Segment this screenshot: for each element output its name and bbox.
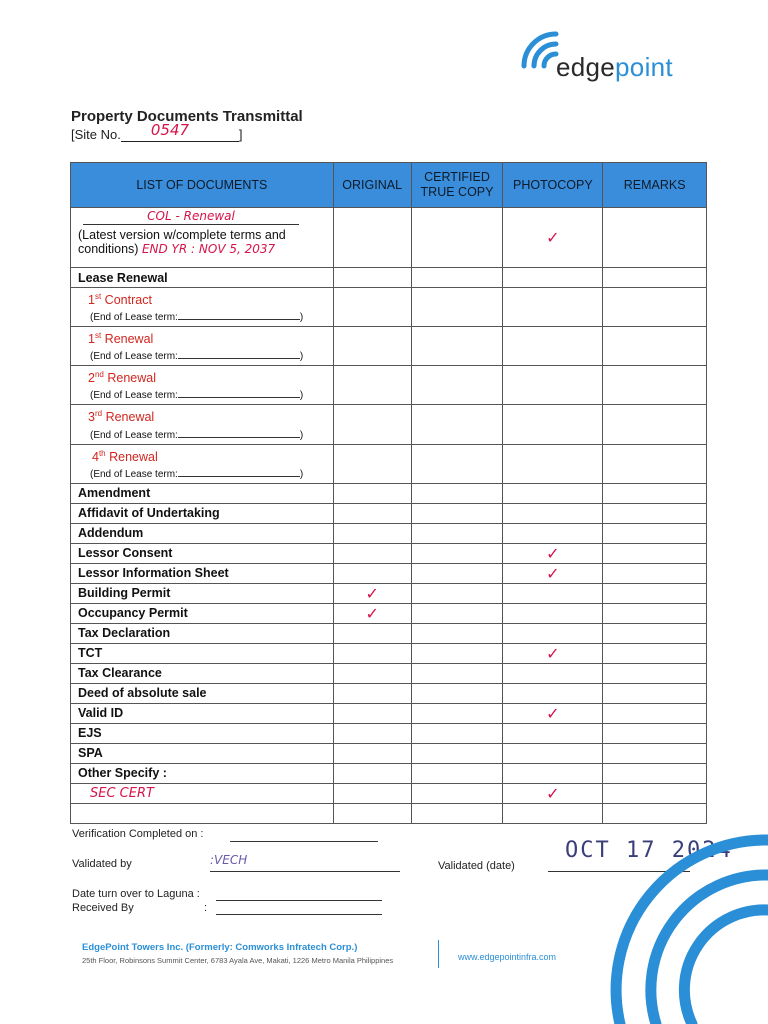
renewal-label: Renewal <box>109 449 158 464</box>
turnover-line <box>216 899 382 901</box>
cell-original <box>333 783 411 803</box>
cell-certified <box>411 563 503 583</box>
cell-original <box>333 543 411 563</box>
table-row <box>71 763 707 783</box>
end-of-lease-field <box>178 466 300 477</box>
cell-original <box>333 268 411 288</box>
renewal-title <box>78 405 333 426</box>
page-title: Property Documents Transmittal <box>71 108 303 125</box>
checkmark-icon: ✓ <box>546 643 560 663</box>
cell-remarks <box>603 444 707 483</box>
renewal-cell <box>71 444 334 483</box>
cell-remarks <box>603 366 707 405</box>
table-row <box>71 783 707 803</box>
cell-remarks <box>603 723 707 743</box>
table-row <box>71 743 707 763</box>
cell-remarks <box>603 268 707 288</box>
received-label: Received By <box>72 902 134 914</box>
cell-certified <box>411 483 503 503</box>
document-label: Deed of absolute sale <box>71 683 334 703</box>
table-row <box>71 483 707 503</box>
header-original: ORIGINAL <box>333 163 411 208</box>
end-of-lease-line <box>78 387 333 404</box>
table-row <box>71 663 707 683</box>
cell-original <box>333 763 411 783</box>
document-label: Occupancy Permit <box>71 603 334 623</box>
checkmark-icon: ✓ <box>546 563 560 583</box>
cell-original <box>333 803 411 823</box>
cell-photocopy <box>503 743 603 763</box>
end-of-lease-close: ) <box>299 390 304 402</box>
document-label: Tax Clearance <box>71 663 334 683</box>
cell-remarks <box>603 683 707 703</box>
verification-line <box>230 840 378 842</box>
cell-original <box>333 703 411 723</box>
cell-photocopy <box>503 543 603 563</box>
renewal-number: 1 <box>88 332 95 347</box>
received-colon: : <box>204 902 208 914</box>
cell-original <box>333 643 411 663</box>
cell-remarks <box>603 623 707 643</box>
checkmark-icon: ✓ <box>546 543 560 563</box>
cell-photocopy <box>503 208 603 268</box>
decorative-arcs-icon <box>590 830 768 1024</box>
renewal-title <box>78 327 333 348</box>
cell-certified <box>411 366 503 405</box>
cell-remarks <box>603 663 707 683</box>
document-label: Lessor Consent <box>71 543 334 563</box>
cell-original <box>333 523 411 543</box>
table-row <box>71 268 707 288</box>
cell-certified <box>411 623 503 643</box>
renewal-label: Renewal <box>104 332 154 347</box>
table-row <box>71 703 707 723</box>
cell-remarks <box>603 483 707 503</box>
table-row <box>71 803 707 823</box>
other-specify-value <box>71 783 334 803</box>
cell-original <box>333 583 411 603</box>
first-doc-end-year: END YR : NOV 5, 2037 <box>141 242 276 256</box>
other-handwritten: SEC CERT <box>90 785 154 801</box>
table-row <box>71 327 707 366</box>
cell-photocopy <box>503 703 603 723</box>
site-number-field <box>121 121 239 142</box>
end-of-lease-line <box>78 466 333 483</box>
table-row <box>71 405 707 444</box>
renewal-title <box>78 445 333 466</box>
cell-certified <box>411 288 503 327</box>
company-address: 25th Floor, Robinsons Summit Center, 6783 Ayala Ave, Makati, 1226 Metro Manila Philippines <box>82 956 394 965</box>
site-close: ] <box>238 127 243 142</box>
table-row <box>71 643 707 663</box>
table-row <box>71 563 707 583</box>
cell-certified <box>411 543 503 563</box>
table-row <box>71 723 707 743</box>
cell-original <box>333 663 411 683</box>
cell-certified <box>411 763 503 783</box>
logo-text-suffix: point <box>615 52 673 82</box>
renewal-suffix: th <box>98 448 106 458</box>
cell-original <box>333 444 411 483</box>
renewal-label: Renewal <box>107 371 156 386</box>
end-of-lease-field <box>178 387 300 398</box>
cell-certified <box>411 444 503 483</box>
verification-label: Verification Completed on : <box>72 828 204 840</box>
renewal-cell <box>71 366 334 405</box>
checkmark-icon: ✓ <box>365 583 379 603</box>
cell-certified <box>411 268 503 288</box>
lease-renewal-label: Lease Renewal <box>71 268 334 288</box>
cell-original <box>333 563 411 583</box>
site-label: [Site No. <box>71 127 121 142</box>
cell-photocopy <box>503 643 603 663</box>
cell-certified <box>411 743 503 763</box>
header-certified-line2: TRUE COPY <box>420 185 494 199</box>
validated-by-line <box>210 870 400 872</box>
cell-remarks <box>603 743 707 763</box>
document-label: Lessor Information Sheet <box>71 563 334 583</box>
received-line <box>216 913 382 915</box>
document-label: Building Permit <box>71 583 334 603</box>
cell-remarks <box>603 603 707 623</box>
cell-remarks <box>603 763 707 783</box>
table-row <box>71 623 707 643</box>
cell-certified <box>411 643 503 663</box>
cell-photocopy <box>503 663 603 683</box>
date-stamp: OCT 17 2024 <box>565 838 733 863</box>
cell-remarks <box>603 503 707 523</box>
renewal-cell <box>71 288 334 327</box>
cell-photocopy <box>503 366 603 405</box>
end-of-lease-field <box>178 309 300 320</box>
cell-remarks <box>603 783 707 803</box>
cell-original <box>333 743 411 763</box>
cell-certified <box>411 523 503 543</box>
cell-photocopy <box>503 327 603 366</box>
checkmark-icon: ✓ <box>365 603 379 623</box>
cell-original <box>333 483 411 503</box>
cell-photocopy <box>503 483 603 503</box>
checkmark-icon: ✓ <box>546 228 560 247</box>
end-of-lease-line <box>78 427 333 444</box>
first-doc-line1: (Latest version w/complete terms and <box>78 228 286 242</box>
checkmark-icon: ✓ <box>546 783 560 803</box>
cell-photocopy <box>503 563 603 583</box>
document-label: Other Specify : <box>71 763 334 783</box>
cell-remarks <box>603 543 707 563</box>
cell-original <box>333 405 411 444</box>
cell-photocopy <box>503 623 603 643</box>
document-label: SPA <box>71 743 334 763</box>
renewal-title <box>78 288 333 309</box>
cell-remarks <box>603 327 707 366</box>
end-of-lease-label: (End of Lease term: <box>90 351 178 363</box>
end-of-lease-close: ) <box>299 468 304 480</box>
document-rows <box>71 483 707 783</box>
cell-photocopy <box>503 723 603 743</box>
document-label: TCT <box>71 643 334 663</box>
cell-original <box>333 327 411 366</box>
site-number-value: 0547 <box>150 121 190 139</box>
renewal-suffix: rd <box>94 409 103 419</box>
cell-remarks <box>603 803 707 823</box>
first-doc-handwritten: COL - Renewal <box>147 209 235 223</box>
table-row <box>71 503 707 523</box>
renewal-suffix: st <box>94 292 102 301</box>
header-certified <box>411 163 503 208</box>
empty-cell <box>71 803 334 823</box>
end-of-lease-close: ) <box>299 429 304 441</box>
renewal-number: 3 <box>88 410 95 425</box>
cell-original <box>333 503 411 523</box>
end-of-lease-close: ) <box>299 312 304 324</box>
renewal-number: 2 <box>88 371 95 386</box>
table-header-row <box>71 163 707 208</box>
cell-remarks <box>603 583 707 603</box>
cell-certified <box>411 583 503 603</box>
cell-certified <box>411 803 503 823</box>
cell-certified <box>411 208 503 268</box>
cell-certified <box>411 783 503 803</box>
cell-remarks <box>603 208 707 268</box>
renewal-number: 1 <box>88 293 95 308</box>
document-label: EJS <box>71 723 334 743</box>
first-doc-cell <box>71 208 334 268</box>
table-row <box>71 366 707 405</box>
cell-photocopy <box>503 583 603 603</box>
cell-certified <box>411 503 503 523</box>
cell-photocopy <box>503 603 603 623</box>
end-of-lease-label: (End of Lease term: <box>90 390 178 402</box>
header-photocopy: PHOTOCOPY <box>503 163 603 208</box>
cell-remarks <box>603 563 707 583</box>
company-name: EdgePoint Towers Inc. (Formerly: Comworks Infratech Corp.) <box>82 942 358 953</box>
cell-photocopy <box>503 405 603 444</box>
cell-photocopy <box>503 444 603 483</box>
validated-date-label: Validated (date) <box>438 860 515 872</box>
cell-certified <box>411 603 503 623</box>
cell-photocopy <box>503 803 603 823</box>
renewal-rows <box>71 288 707 484</box>
cell-certified <box>411 723 503 743</box>
footer-divider <box>438 940 439 968</box>
cell-original <box>333 683 411 703</box>
cell-photocopy <box>503 763 603 783</box>
cell-remarks <box>603 523 707 543</box>
table-row <box>71 683 707 703</box>
cell-photocopy <box>503 783 603 803</box>
site-number-line <box>71 121 243 142</box>
end-of-lease-label: (End of Lease term: <box>90 429 178 441</box>
cell-remarks <box>603 643 707 663</box>
cell-photocopy <box>503 503 603 523</box>
logo-text-prefix: edge <box>556 52 616 82</box>
cell-original <box>333 623 411 643</box>
table-row <box>71 444 707 483</box>
brand-logo <box>556 52 673 83</box>
document-label: Tax Declaration <box>71 623 334 643</box>
renewal-label: Renewal <box>105 410 155 425</box>
cell-remarks <box>603 405 707 444</box>
document-label: Affidavit of Undertaking <box>71 503 334 523</box>
cell-original <box>333 208 411 268</box>
end-of-lease-label: (End of Lease term: <box>90 468 178 480</box>
cell-remarks <box>603 703 707 723</box>
cell-photocopy <box>503 268 603 288</box>
documents-table <box>70 162 707 824</box>
validated-by-label: Validated by <box>72 858 132 870</box>
end-of-lease-line <box>78 348 333 365</box>
renewal-suffix: nd <box>94 370 104 380</box>
end-of-lease-close: ) <box>299 351 304 363</box>
checkmark-icon: ✓ <box>546 703 560 723</box>
first-doc-line2: conditions) <box>78 242 139 256</box>
document-label: Valid ID <box>71 703 334 723</box>
cell-certified <box>411 327 503 366</box>
renewal-label: Contract <box>104 293 152 308</box>
header-certified-line1: CERTIFIED <box>424 170 490 184</box>
turnover-label: Date turn over to Laguna : <box>72 888 200 900</box>
table-row <box>71 603 707 623</box>
cell-original <box>333 288 411 327</box>
table-row <box>71 523 707 543</box>
cell-remarks <box>603 288 707 327</box>
table-row <box>71 288 707 327</box>
header-remarks: REMARKS <box>603 163 707 208</box>
table-row <box>71 543 707 563</box>
end-of-lease-line <box>78 309 333 326</box>
table-row <box>71 208 707 268</box>
header-documents: LIST OF DOCUMENTS <box>71 163 334 208</box>
cell-photocopy <box>503 523 603 543</box>
end-of-lease-field <box>178 427 300 438</box>
cell-photocopy <box>503 683 603 703</box>
end-of-lease-label: (End of Lease term: <box>90 312 178 324</box>
cell-photocopy <box>503 288 603 327</box>
cell-certified <box>411 663 503 683</box>
company-website[interactable]: www.edgepointinfra.com <box>458 952 557 962</box>
renewal-title <box>78 366 333 387</box>
cell-certified <box>411 703 503 723</box>
cell-certified <box>411 683 503 703</box>
document-label: Amendment <box>71 483 334 503</box>
renewal-cell <box>71 327 334 366</box>
cell-certified <box>411 405 503 444</box>
validated-by-value: :VECH <box>210 853 248 867</box>
renewal-cell <box>71 405 334 444</box>
table-row <box>71 583 707 603</box>
document-label: Addendum <box>71 523 334 543</box>
end-of-lease-field <box>178 348 300 359</box>
cell-original <box>333 603 411 623</box>
cell-original <box>333 723 411 743</box>
renewal-number: 4 <box>92 449 99 464</box>
renewal-suffix: st <box>94 331 102 341</box>
cell-original <box>333 366 411 405</box>
